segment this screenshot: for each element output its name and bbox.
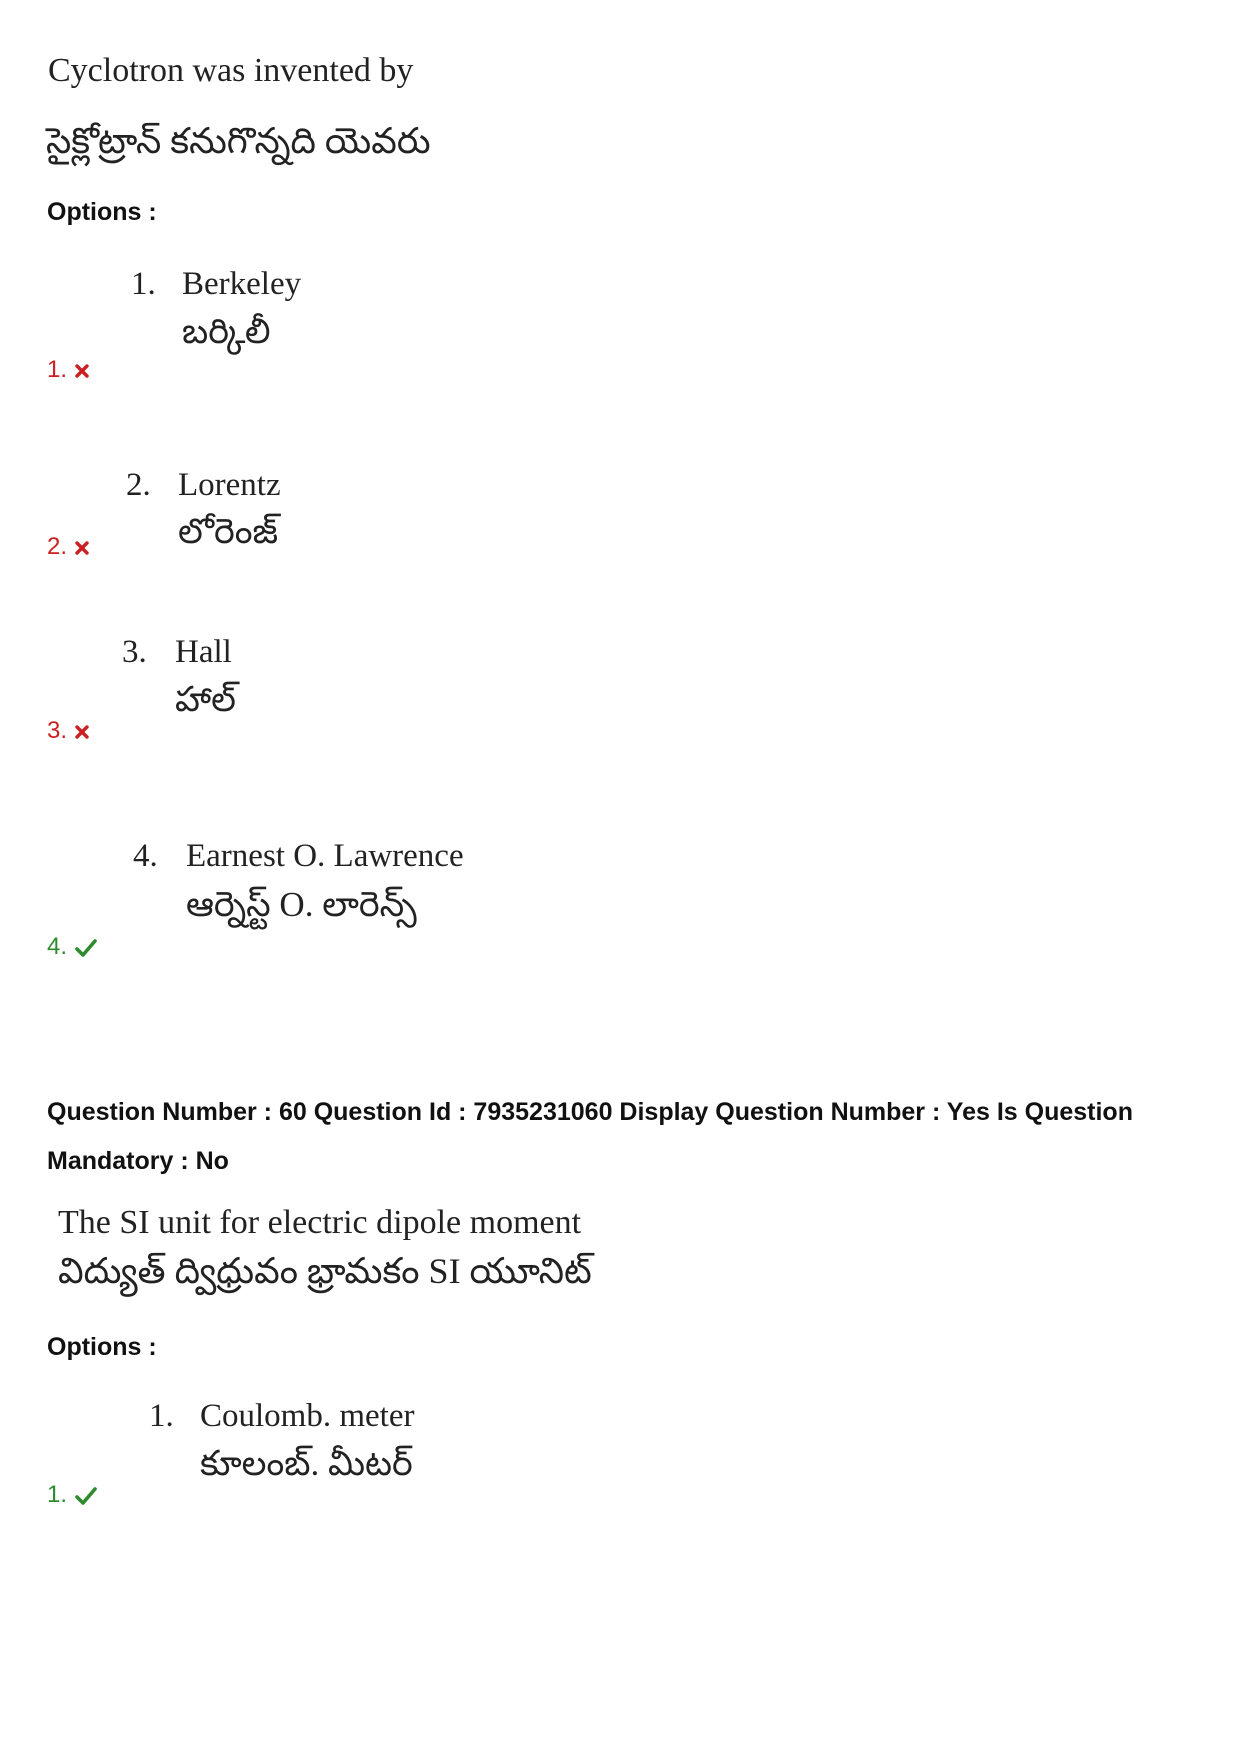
option-text-te: కూలంబ్. మీటర్	[200, 1444, 413, 1483]
option-text-te: హాల్	[175, 680, 236, 719]
option-number: 1.	[131, 266, 156, 302]
question-meta-line: Question Number : 60 Question Id : 7935231060 Display Question Number : Yes Is Question	[47, 1098, 1133, 1126]
option-mark-number: 2.	[47, 533, 68, 560]
option-mark-number: 3.	[47, 717, 68, 744]
option-mark-number: 1.	[47, 356, 68, 383]
options-heading: Options :	[47, 1333, 157, 1361]
question-text-te: సైక్లోట్రాన్ కనుగొన్నది యెవరు	[46, 121, 431, 161]
option-result-mark	[47, 1481, 97, 1509]
check-icon	[75, 1487, 97, 1505]
question-text-en: Cyclotron was invented by	[48, 52, 414, 89]
option-mark-number: 4.	[47, 933, 68, 960]
cross-icon	[75, 541, 89, 555]
option-result-mark	[47, 533, 89, 561]
option-text-en: Coulomb. meter	[200, 1398, 415, 1434]
option-text-te: లోరెంజ్	[178, 512, 279, 551]
option-text-te: బర్కిలీ	[182, 312, 271, 351]
question-meta-line: Mandatory : No	[47, 1147, 229, 1175]
option-number: 4.	[133, 838, 158, 874]
option-number: 2.	[126, 467, 151, 503]
cross-icon	[75, 364, 89, 378]
option-number: 1.	[149, 1398, 174, 1434]
options-heading: Options :	[47, 198, 157, 226]
option-text-en: Berkeley	[182, 266, 302, 302]
option-result-mark	[47, 933, 97, 961]
option-text-en: Earnest O. Lawrence	[186, 838, 464, 874]
option-result-mark	[47, 356, 89, 384]
option-text-en: Hall	[175, 634, 232, 670]
question-text-te: విద్యుత్ ద్విధ్రువం భ్రామకం SI యూనిట్	[58, 1251, 592, 1291]
check-icon	[75, 939, 97, 957]
option-number: 3.	[122, 634, 147, 670]
question-text-en: The SI unit for electric dipole moment	[58, 1204, 582, 1241]
option-result-mark	[47, 717, 89, 745]
option-text-en: Lorentz	[178, 467, 281, 503]
option-mark-number: 1.	[47, 1481, 68, 1508]
cross-icon	[75, 725, 89, 739]
option-text-te: ఆర్నెస్ట్ O. లారెన్స్	[186, 885, 417, 924]
